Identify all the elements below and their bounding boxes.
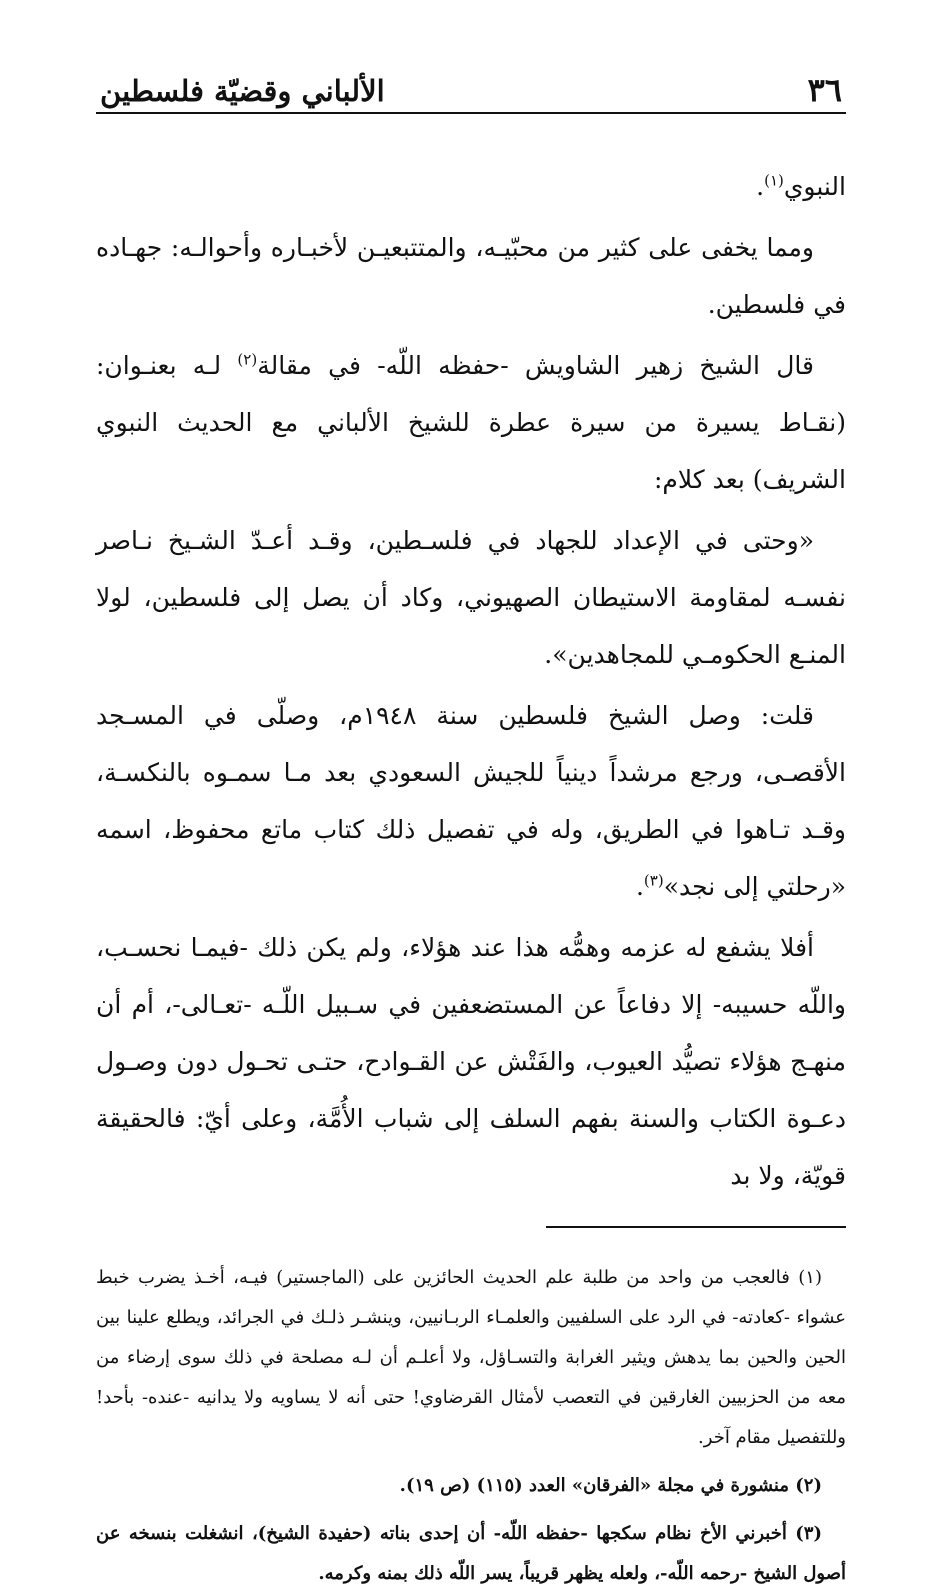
paragraph-6: أفلا يشفع له عزمه وهمُّه هذا عند هؤلاء، ولم يكن ذلك -فيمـا نحسـب، واللّه حسيبه- إلا دفاعاً عن المستضعفين في سـبيل اللّـه -تعـالى-، أم أن منهـج هؤلاء تصيُّد العيوب، والفَتْش عن القـوادح، حتـى تحـول دون وصـول دعـوة الكتاب والسنة بفهم السلف إلى شباب الأُمَّة، وعلى أيّ: فالحقيقة قويّة، ولا بد [96, 933, 846, 1190]
paragraph-5-text: قلت: وصل الشيخ فلسطين سنة ١٩٤٨م، وصلّى في المسـجد الأقصـى، ورجع مرشداً دينياً للجيش السعودي بعد مـا سمـوه بالنكسـة، وقـد تـاهوا في الطريق، وله في تفصيل ذلك كتاب ماتع محفوظ، اسمه «رحلتي إلى نجد» [96, 701, 846, 901]
footnote-ref-2: (٢) [237, 350, 258, 369]
footnote-2: (٢) منشورة في مجلة «الفرقان» العدد (١١٥) (ص ١٩). [399, 1475, 822, 1496]
footnote-divider [546, 1226, 846, 1228]
footnote-3: (٣) أخبرني الأخ نظام سكجها -حفظه اللّه- أن إحدى بناته (حفيدة الشيخ)، انشغلت بنسخه عن أصول الشيخ -رحمه اللّه-، ولعله يظهر قريباً، يسر اللّه ذلك بمنه وكرمه. [96, 1523, 846, 1584]
paragraph-3 [96, 337, 846, 508]
paragraph-quote: «وحتى في الإعداد للجهاد في فلسـطين، وقـد أعـدّ الشـيخ نـاصر نفسـه لمقاومة الاستيطان الصهيوني، وكاد أن يصل إلى فلسطين، لولا المنـع الحكومـي للمجاهدين». [96, 526, 846, 669]
paragraph-1 [96, 158, 846, 215]
paragraph-2: ومما يخفى على كثير من محبّيـه، والمتتبعيـن لأخبـاره وأحوالـه: جهـاده في فلسطين. [96, 233, 846, 319]
paragraph-1-text: النبوي [783, 172, 846, 201]
footnote-ref-3: (٣) [643, 871, 664, 890]
paragraph-1-end: . [756, 172, 765, 201]
paragraph-5 [96, 687, 846, 915]
running-title: الألباني وقضيّة فلسطين [100, 74, 385, 108]
footnotes [96, 1258, 846, 1594]
footnote-ref-1: (١) [764, 171, 784, 190]
paragraph-3-part-b: لـه بعنـوان: (نقـاط يسيرة من سيرة عطرة للشيخ الألباني مع الحديث النبوي الشريف) بعد كلام: [96, 351, 846, 494]
main-text [96, 158, 846, 1204]
paragraph-5-end: . [635, 872, 644, 901]
footnote-1: (١) فالعجب من واحد من طلبة علم الحديث الحائزين على (الماجستير) فيـه، أخـذ يضرب خبط عشواء -كعادته- في الرد على السلفيين والعلمـاء الربـانيين، وينشـر ذلـك في الجرائد، ويطلع علينا بين الحين والحين بما يدهش ويثير الغرابة والتسـاؤل، ولا أعلـم أن لـه مصلحة في ذلك سوى إرضاء من معه من الحزبيين الغارقين في التعصب لأمثال القرضاوي! حتى أنه لا يساويه ولا يدانيه -عنده- بأحد! وللتفصيل مقام آخر. [96, 1267, 846, 1448]
page-header [96, 62, 846, 114]
page-number: ٣٦ [807, 71, 842, 109]
paragraph-3-part-a: قال الشيخ زهير الشاويش -حفظه اللّه- في مقالة [257, 351, 814, 380]
